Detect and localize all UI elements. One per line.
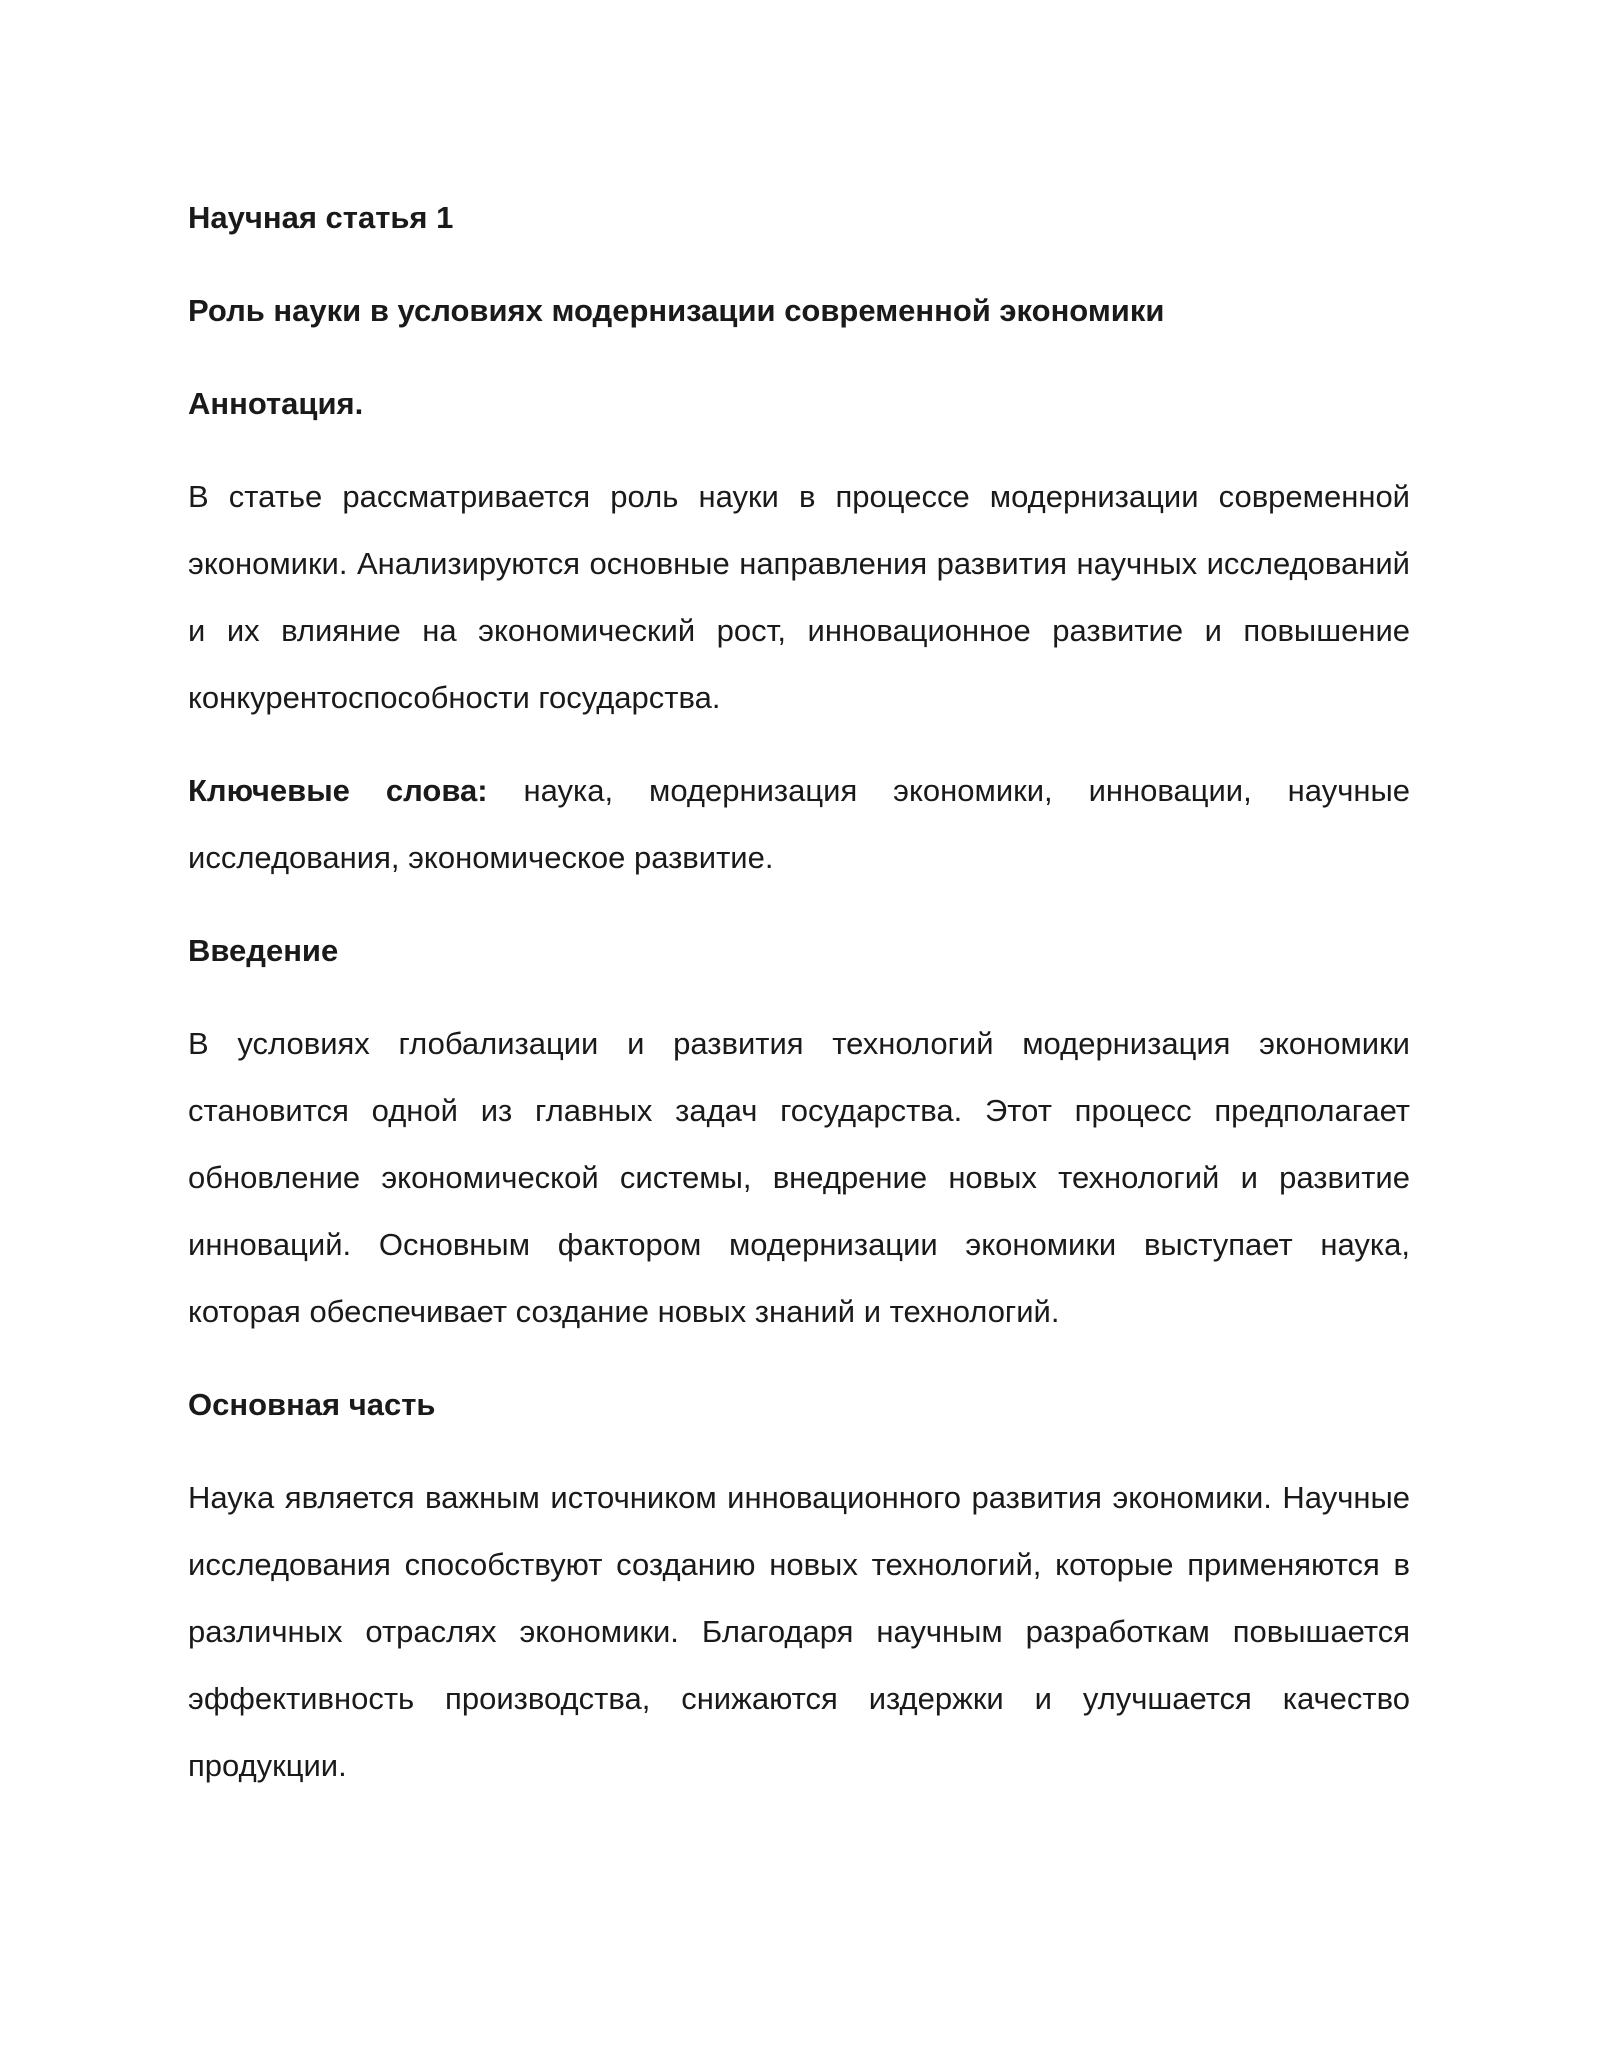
keywords-text: наука, модернизация экономики, инновации, научные исследования, экономическое развитие. <box>188 773 1410 875</box>
spacer <box>188 984 1410 1010</box>
abstract-heading: Аннотация. <box>188 386 364 421</box>
article-label: Научная статья 1 <box>188 200 454 235</box>
spacer <box>188 731 1410 757</box>
main-text: Наука является важным источником инновационного развития экономики. Научные исследования способствуют созданию новых технологий, которые применяются в различных отраслях экономики. Благодаря научным разработкам повышается эффективность производства, снижаются издержки и улучшается качество продукции. <box>188 1480 1410 1783</box>
spacer <box>188 1438 1410 1464</box>
spacer <box>188 1345 1410 1371</box>
introduction-text: В условиях глобализации и развития технологий модернизация экономики становится одной из главных задач государства. Этот процесс предполагает обновление экономической системы, внедрение новых технологий и развитие инноваций. Основным фактором модернизации экономики выступает наука, которая обеспечивает создание новых знаний и технологий. <box>188 1026 1410 1329</box>
spacer <box>188 891 1410 917</box>
introduction-heading: Введение <box>188 933 339 968</box>
spacer <box>188 344 1410 370</box>
document-page <box>188 184 1410 1799</box>
main-heading: Основная часть <box>188 1387 436 1422</box>
spacer <box>188 251 1410 277</box>
keywords-paragraph <box>188 757 1410 891</box>
abstract-text: В статье рассматривается роль науки в процессе модернизации современной экономики. Анализируются основные направления развития научных исследований и их влияние на экономический рост, инновационное развитие и повышение конкурентоспособности государства. <box>188 479 1410 715</box>
keywords-label: Ключевые слова: <box>188 773 488 808</box>
article-title: Роль науки в условиях модернизации современной экономики <box>188 293 1165 328</box>
spacer <box>188 437 1410 463</box>
